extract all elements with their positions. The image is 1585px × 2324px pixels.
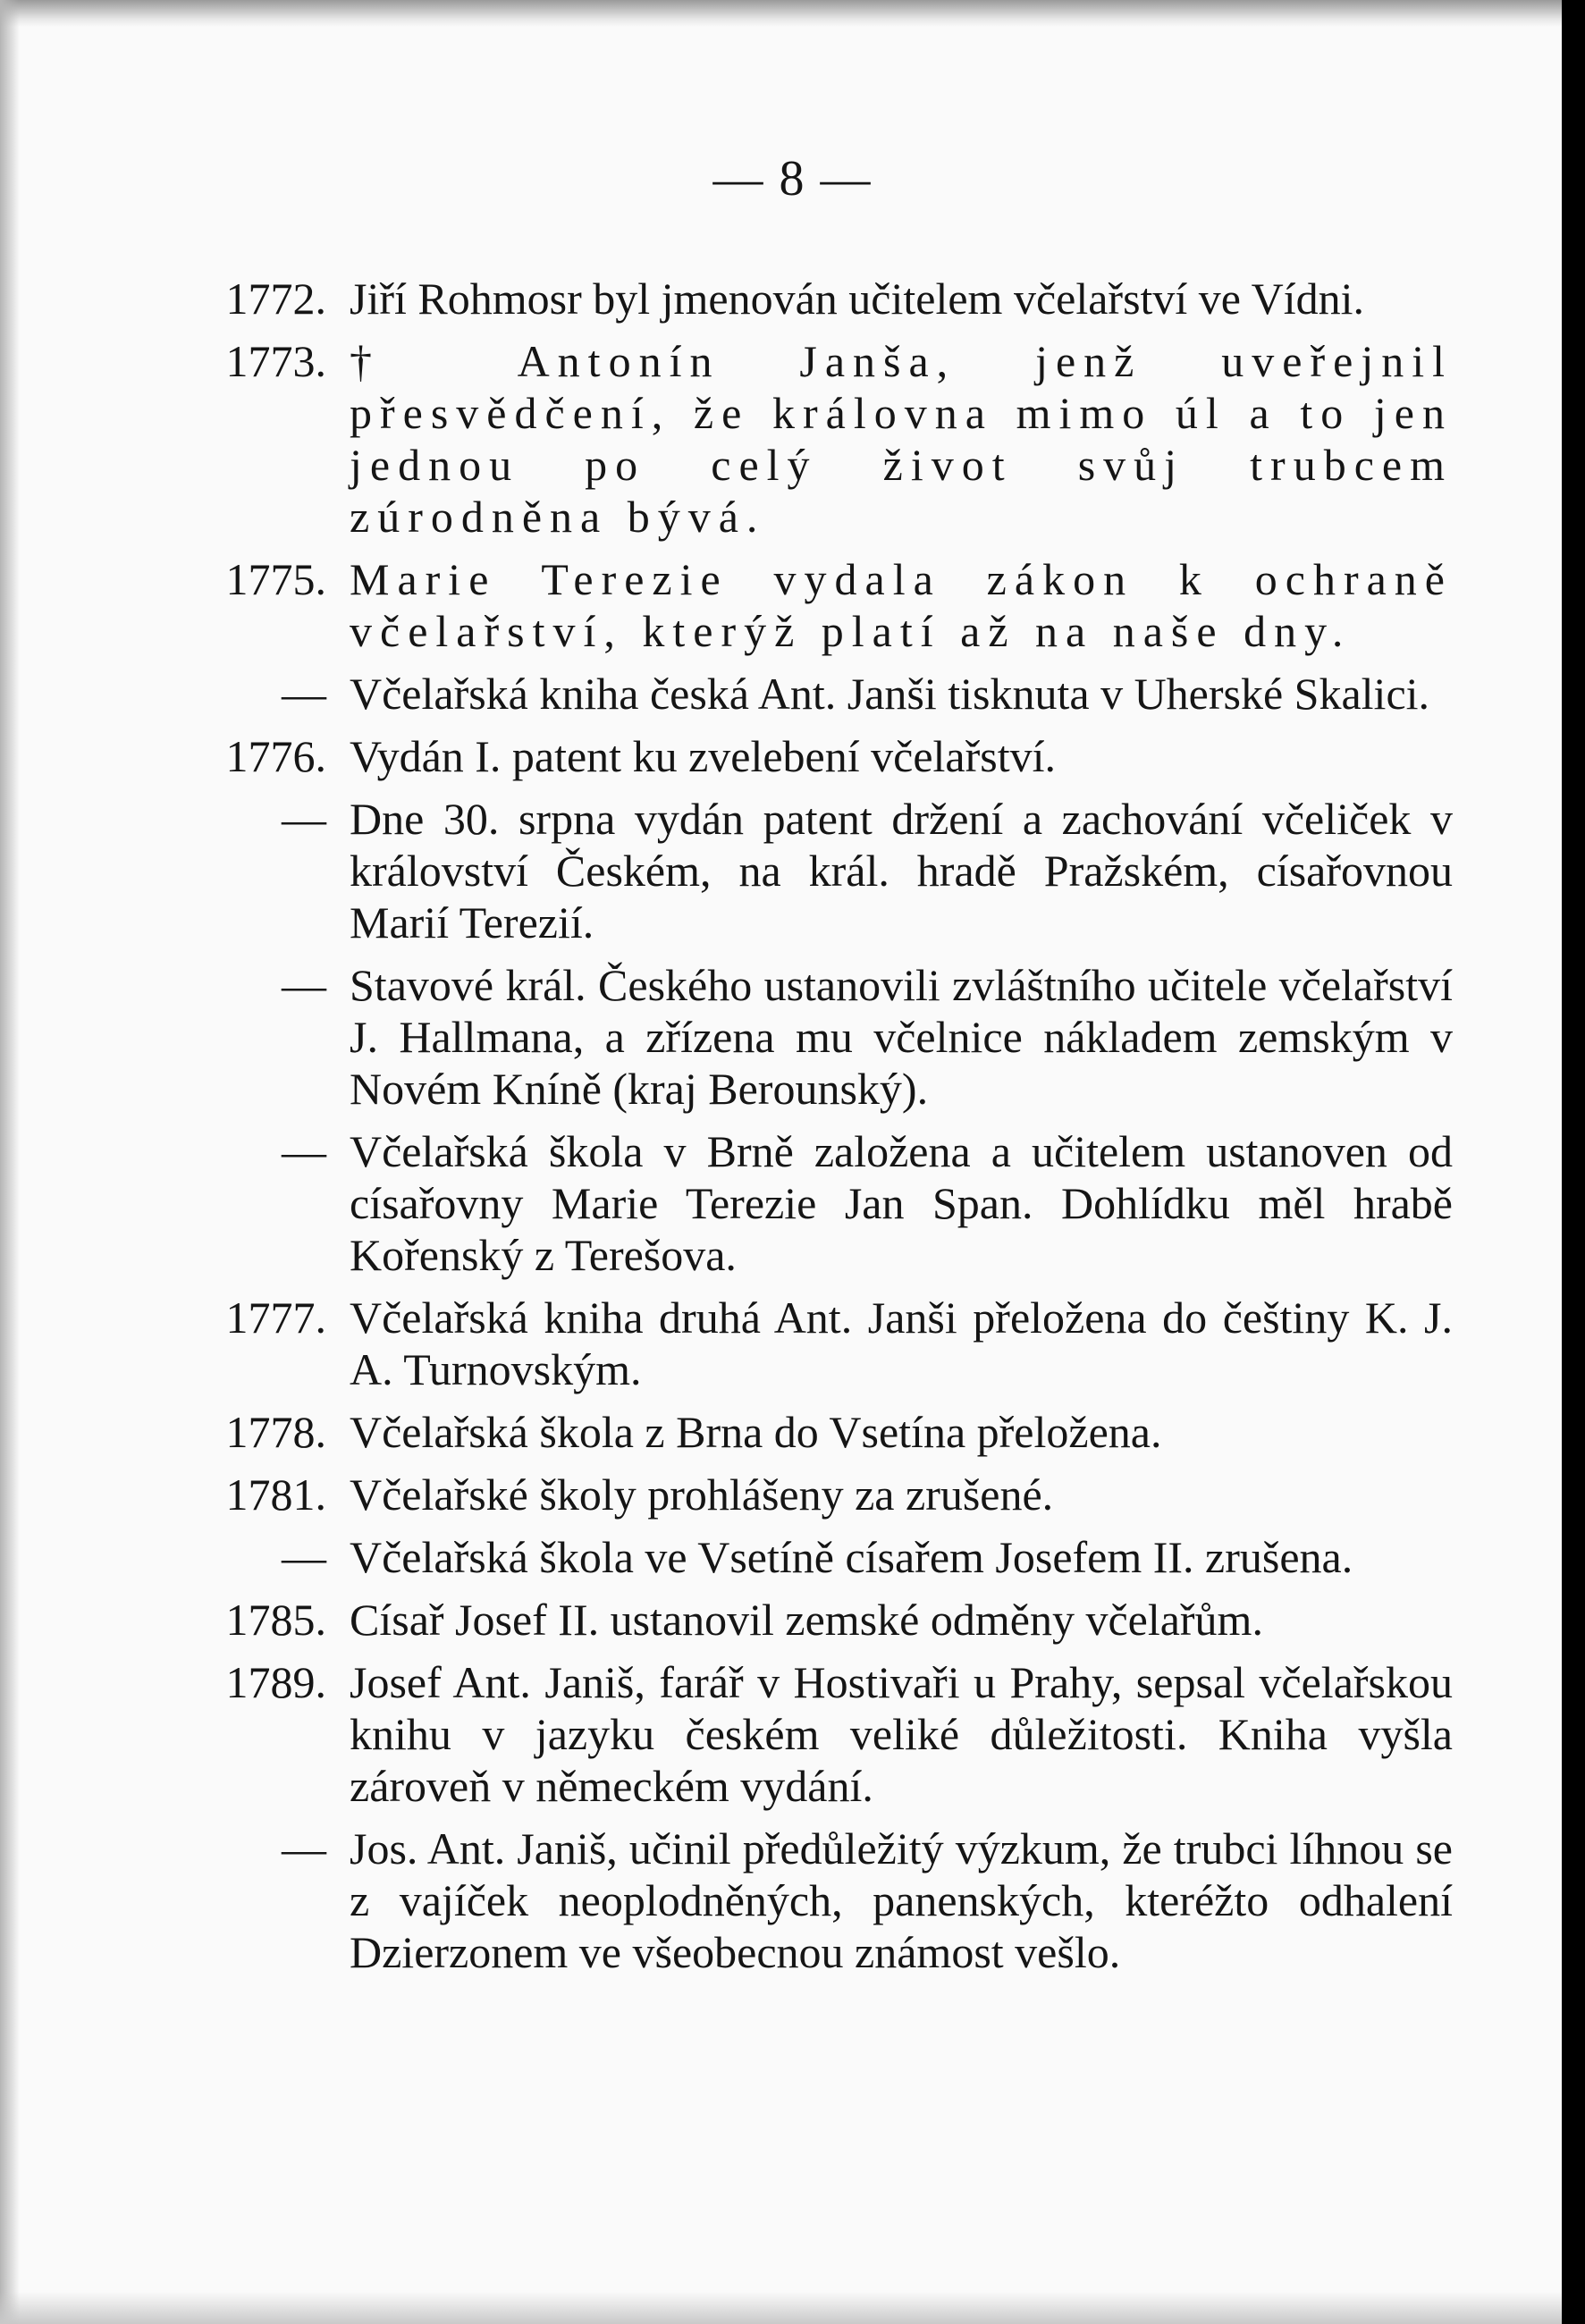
- entry-dash: —: [282, 960, 326, 1010]
- entry-text: Včelařská škola v Brně založena a učitelem ustanoven od císařovny Marie Terezie Jan Span. Dohlídku měl hrabě Kořenský z Terešova.: [350, 1126, 1453, 1280]
- entry-text: Jos. Ant. Janiš, učinil předůležitý výzkum, že trubci líhnou se z vajíček neoplodněných, panenských, kteréžto odhalení Dzierzonem ve všeobecnou známost vešlo.: [350, 1823, 1453, 1977]
- entry-text: Marie Terezie vydala zákon k ochraně včelařství, kterýž platí až na naše dny.: [350, 554, 1453, 656]
- entry-text: Včelařské školy prohlášeny za zrušené.: [350, 1469, 1054, 1520]
- entry-1776: [183, 730, 1453, 782]
- entry-text: Jiří Rohmosr byl jmenován učitelem včelařství ve Vídni.: [350, 274, 1364, 324]
- scan-edge-bottom: [0, 2292, 1585, 2324]
- entry-text: Včelařská kniha česká Ant. Janši tisknuta v Uherské Skalici.: [350, 669, 1430, 719]
- entry-year: 1777.: [225, 1293, 326, 1343]
- entry-1772: [183, 273, 1453, 324]
- entry-1777: [183, 1292, 1453, 1395]
- entry-dash: —: [282, 669, 326, 719]
- scan-edge-left: [0, 0, 20, 2324]
- entry-year: 1773.: [225, 336, 326, 386]
- entry-1789: [183, 1656, 1453, 1812]
- entry-1785: [183, 1594, 1453, 1646]
- scan-edge-top: [0, 0, 1585, 27]
- entry-1776-hallman: [183, 959, 1453, 1115]
- entry-year: 1781.: [225, 1469, 326, 1520]
- entry-text: Císař Josef II. ustanovil zemské odměny včelařům.: [350, 1595, 1263, 1645]
- entry-1789-discovery: [183, 1823, 1453, 1978]
- entry-1778: [183, 1406, 1453, 1458]
- entry-text: Dne 30. srpna vydán patent držení a zachování včeliček v království Českém, na král. hradě Pražském, císařovnou Marií Terezií.: [350, 794, 1453, 947]
- entry-text: Včelařská škola z Brna do Vsetína přeložena.: [350, 1407, 1162, 1457]
- entry-1776-brno-school: [183, 1125, 1453, 1281]
- entry-dash: —: [282, 1823, 326, 1874]
- entry-1775: [183, 553, 1453, 657]
- chronology-list: [183, 273, 1453, 1989]
- entry-1775-continued: [183, 668, 1453, 720]
- entry-year: 1776.: [225, 731, 326, 781]
- entry-1776-patent: [183, 793, 1453, 948]
- entry-year: 1772.: [225, 274, 326, 324]
- entry-1773: [183, 335, 1453, 543]
- entry-year: 1778.: [225, 1407, 326, 1457]
- entry-year: 1775.: [225, 554, 326, 604]
- entry-text: † Antonín Janša, jenž uveřejnil přesvědčení, že královna mimo úl a to jen jednou po celý život svůj trubcem zúrodněna bývá.: [350, 336, 1453, 542]
- entry-dash: —: [282, 1532, 326, 1582]
- entry-1781: [183, 1469, 1453, 1520]
- page-number: — 8 —: [712, 151, 873, 206]
- scan-border-right: [1562, 0, 1585, 2324]
- entry-text: Včelařská škola ve Vsetíně císařem Josefem II. zrušena.: [350, 1532, 1353, 1582]
- entry-dash: —: [282, 794, 326, 844]
- entry-year: 1785.: [225, 1595, 326, 1645]
- entry-text: Josef Ant. Janiš, farář v Hostivaři u Prahy, sepsal včelařskou knihu v jazyku českém veliké důležitosti. Kniha vyšla zároveň v německém vydání.: [350, 1657, 1453, 1811]
- entry-dash: —: [282, 1126, 326, 1176]
- entry-year: 1789.: [225, 1657, 326, 1707]
- entry-text: Včelařská kniha druhá Ant. Janši přeložena do češtiny K. J. A. Turnovským.: [350, 1293, 1453, 1394]
- entry-1781-vsetin: [183, 1531, 1453, 1583]
- entry-text: Stavové král. Českého ustanovili zvláštního učitele včelařství J. Hallmana, a zřízena mu včelnice nákladem zemským v Novém Kníně (kraj Berounský).: [350, 960, 1453, 1114]
- entry-text: Vydán I. patent ku zvelebení včelařství.: [350, 731, 1056, 781]
